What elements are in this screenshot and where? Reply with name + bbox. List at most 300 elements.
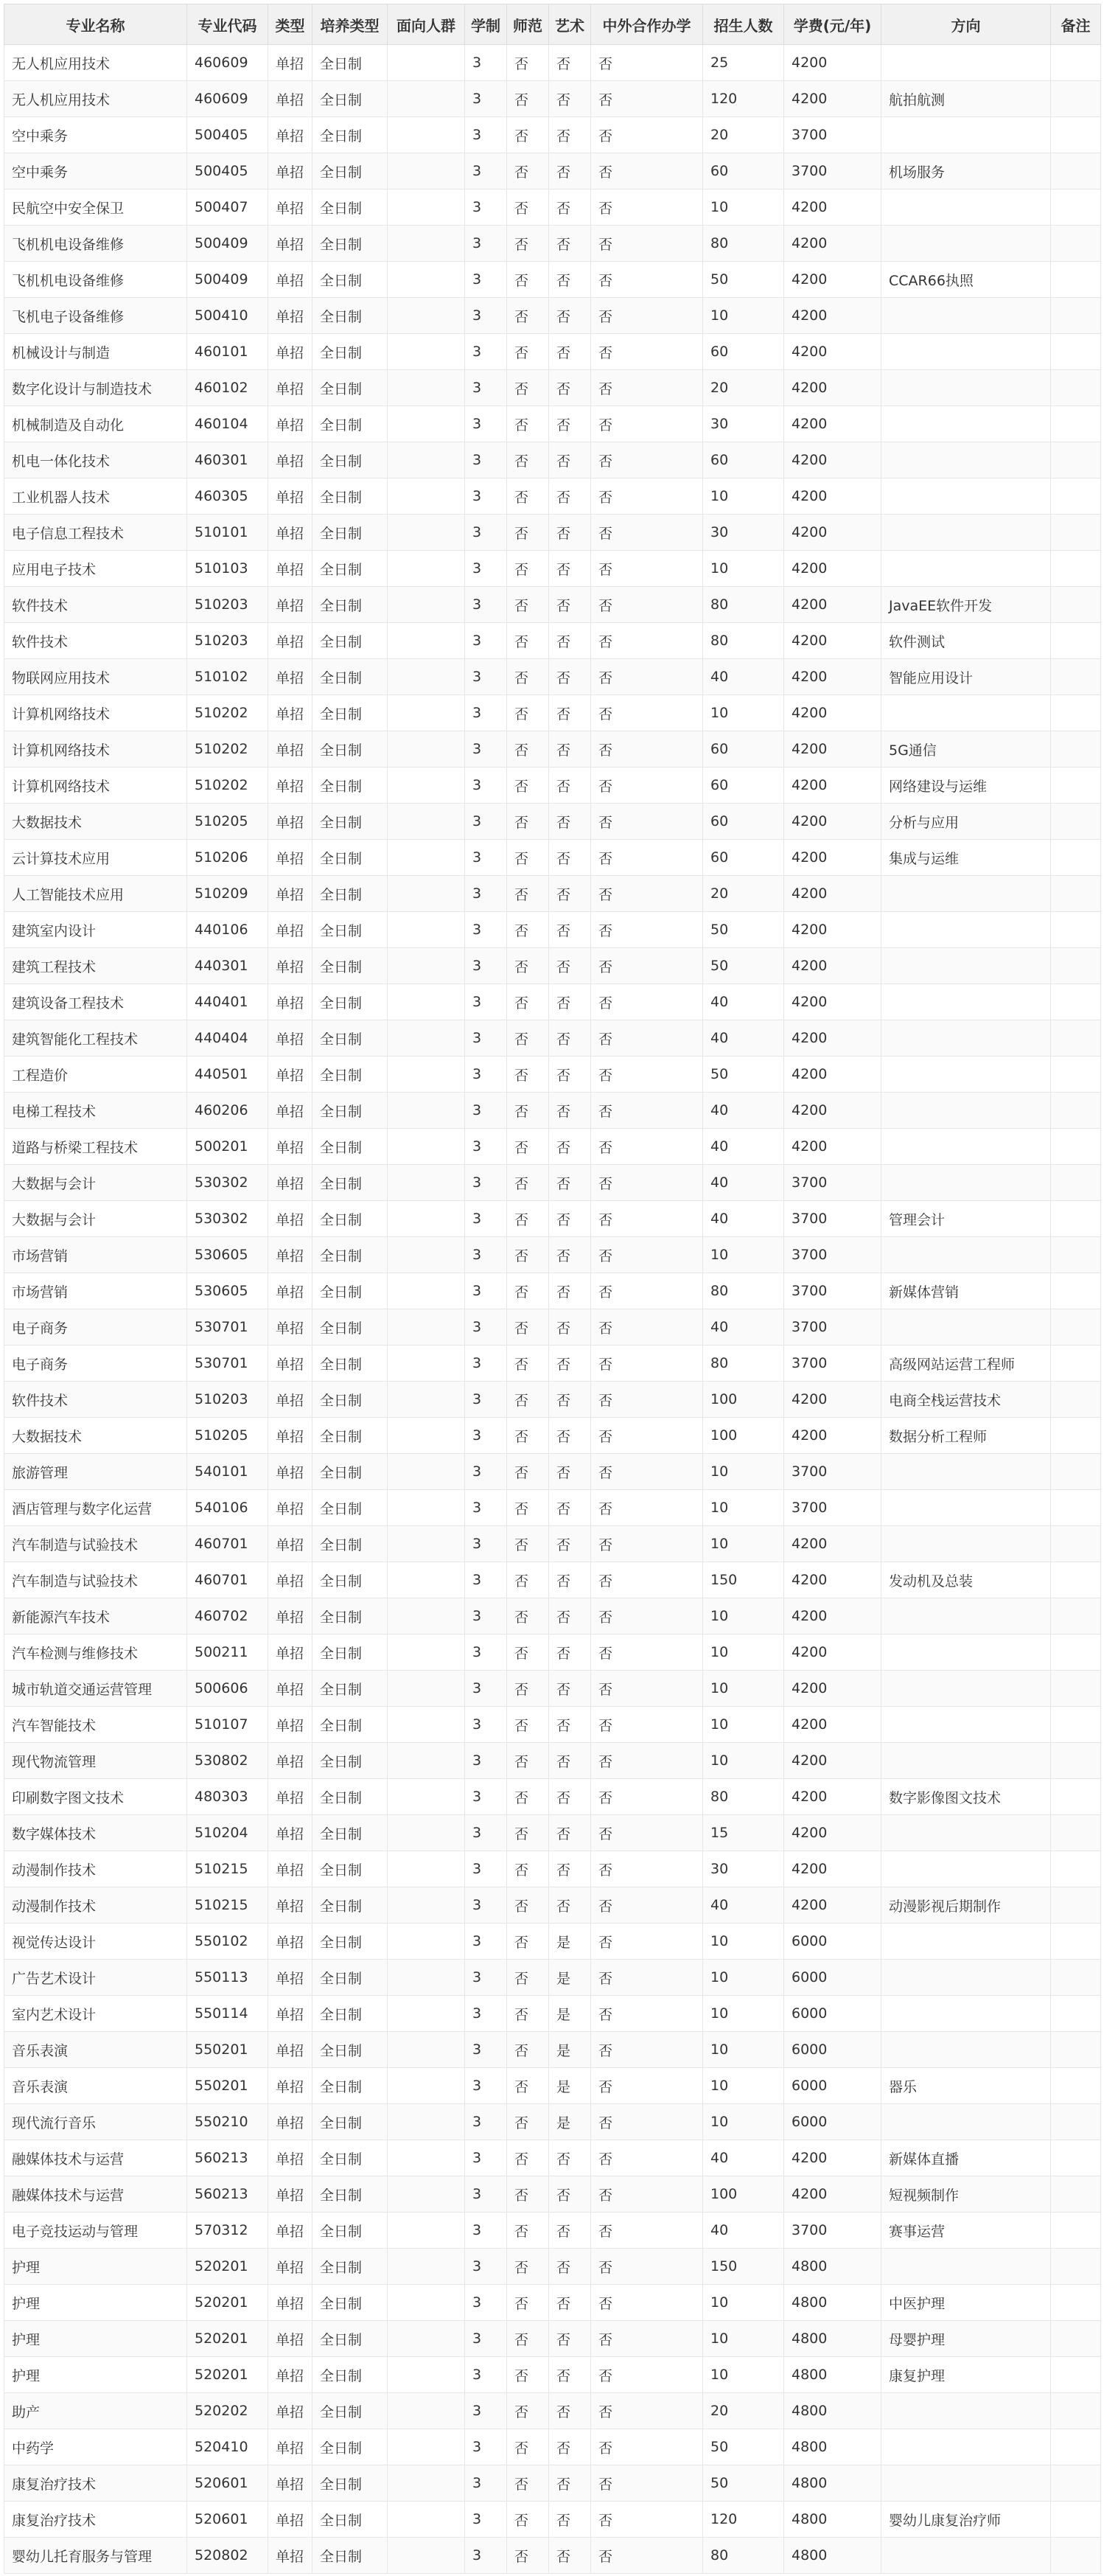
direction-cell [881,1237,1051,1273]
direction-cell [881,1996,1051,2032]
type-cell: 单招 [268,767,312,804]
direction-cell [881,695,1051,731]
major-code-cell: 440301 [187,948,268,984]
table-row [4,840,1101,876]
study-mode-cell: 全日制 [312,1887,388,1924]
column-header: 培养类型 [312,4,388,45]
remarks-cell [1051,81,1101,117]
joint-program-cell: 否 [591,1020,703,1056]
tuition-cell: 4800 [784,2465,881,2502]
table-row [4,45,1101,81]
table-row [4,2068,1101,2104]
study-mode-cell: 全日制 [312,2285,388,2321]
table-row [4,2357,1101,2393]
column-header: 学费(元/年) [784,4,881,45]
art-cell: 否 [549,1346,591,1382]
teacher-training-cell: 否 [507,1562,549,1598]
teacher-training-cell: 否 [507,804,549,840]
teacher-training-cell: 否 [507,298,549,334]
duration-cell: 3 [465,1273,507,1309]
direction-cell: 赛事运营 [881,2213,1051,2249]
teacher-training-cell: 否 [507,587,549,623]
duration-cell: 3 [465,1671,507,1707]
art-cell: 否 [549,1093,591,1129]
audience-cell [388,1707,465,1743]
study-mode-cell: 全日制 [312,2465,388,2502]
enrollment-cell: 10 [703,551,784,587]
table-row [4,2465,1101,2502]
tuition-cell: 4800 [784,2321,881,2357]
enrollment-cell: 10 [703,2068,784,2104]
major-code-cell: 460102 [187,370,268,406]
major-code-cell: 520601 [187,2502,268,2538]
enrollment-cell: 60 [703,804,784,840]
teacher-training-cell: 否 [507,117,549,153]
art-cell: 否 [549,623,591,659]
tuition-cell: 4800 [784,2538,881,2574]
tuition-cell: 4200 [784,1020,881,1056]
major-name-cell: 空中乘务 [4,117,187,153]
art-cell: 否 [549,1056,591,1093]
teacher-training-cell: 否 [507,767,549,804]
major-name-cell: 云计算技术应用 [4,840,187,876]
tuition-cell: 4200 [784,804,881,840]
table-row [4,804,1101,840]
tuition-cell: 4200 [784,1056,881,1093]
remarks-cell [1051,1707,1101,1743]
study-mode-cell: 全日制 [312,1707,388,1743]
table-row [4,948,1101,984]
type-cell: 单招 [268,1490,312,1526]
duration-cell: 3 [465,2140,507,2176]
teacher-training-cell: 否 [507,2032,549,2068]
audience-cell [388,876,465,912]
direction-cell [881,876,1051,912]
direction-cell [881,1526,1051,1562]
type-cell: 单招 [268,587,312,623]
study-mode-cell: 全日制 [312,1635,388,1671]
tuition-cell: 3700 [784,1309,881,1346]
tuition-cell: 3700 [784,2213,881,2249]
study-mode-cell: 全日制 [312,840,388,876]
art-cell: 否 [549,1165,591,1201]
table-row [4,2213,1101,2249]
study-mode-cell: 全日制 [312,153,388,189]
study-mode-cell: 全日制 [312,226,388,262]
joint-program-cell: 否 [591,1129,703,1165]
joint-program-cell: 否 [591,2429,703,2465]
art-cell: 否 [549,1635,591,1671]
major-code-cell: 440106 [187,912,268,948]
teacher-training-cell: 否 [507,984,549,1020]
enrollment-cell: 50 [703,948,784,984]
remarks-cell [1051,2502,1101,2538]
joint-program-cell: 否 [591,1454,703,1490]
type-cell: 单招 [268,45,312,81]
joint-program-cell: 否 [591,984,703,1020]
major-code-cell: 480303 [187,1779,268,1815]
audience-cell [388,153,465,189]
enrollment-cell: 40 [703,659,784,695]
tuition-cell: 4200 [784,1851,881,1887]
audience-cell [388,984,465,1020]
study-mode-cell: 全日制 [312,1093,388,1129]
major-name-cell: 计算机网络技术 [4,695,187,731]
teacher-training-cell: 否 [507,1671,549,1707]
table-row [4,1924,1101,1960]
audience-cell [388,1020,465,1056]
remarks-cell [1051,153,1101,189]
remarks-cell [1051,695,1101,731]
type-cell: 单招 [268,2249,312,2285]
teacher-training-cell: 否 [507,1454,549,1490]
tuition-cell: 4200 [784,189,881,226]
major-name-cell: 数字媒体技术 [4,1815,187,1851]
direction-cell [881,551,1051,587]
audience-cell [388,1309,465,1346]
remarks-cell [1051,334,1101,370]
tuition-cell: 4200 [784,840,881,876]
direction-cell [881,2032,1051,2068]
direction-cell [881,2393,1051,2429]
type-cell: 单招 [268,1815,312,1851]
study-mode-cell: 全日制 [312,1526,388,1562]
teacher-training-cell: 否 [507,81,549,117]
study-mode-cell: 全日制 [312,117,388,153]
enrollment-cell: 10 [703,1454,784,1490]
teacher-training-cell: 否 [507,1346,549,1382]
type-cell: 单招 [268,876,312,912]
audience-cell [388,1598,465,1635]
tuition-cell: 4200 [784,262,881,298]
enrollment-cell: 50 [703,2465,784,2502]
enrollment-cell: 10 [703,1960,784,1996]
art-cell: 否 [549,226,591,262]
duration-cell: 3 [465,153,507,189]
type-cell: 单招 [268,731,312,767]
duration-cell: 3 [465,551,507,587]
type-cell: 单招 [268,1635,312,1671]
study-mode-cell: 全日制 [312,2393,388,2429]
major-code-cell: 550102 [187,1924,268,1960]
duration-cell: 3 [465,1635,507,1671]
joint-program-cell: 否 [591,1201,703,1237]
teacher-training-cell: 否 [507,153,549,189]
teacher-training-cell: 否 [507,406,549,442]
art-cell: 否 [549,2176,591,2213]
art-cell: 否 [549,189,591,226]
duration-cell: 3 [465,478,507,515]
type-cell: 单招 [268,1093,312,1129]
remarks-cell [1051,1309,1101,1346]
audience-cell [388,767,465,804]
duration-cell: 3 [465,840,507,876]
enrollment-cell: 50 [703,1056,784,1093]
remarks-cell [1051,1418,1101,1454]
type-cell: 单招 [268,2032,312,2068]
major-name-cell: 建筑智能化工程技术 [4,1020,187,1056]
remarks-cell [1051,1273,1101,1309]
direction-cell: CCAR66执照 [881,262,1051,298]
major-code-cell: 530802 [187,1743,268,1779]
teacher-training-cell: 否 [507,2393,549,2429]
tuition-cell: 4200 [784,370,881,406]
table-row [4,1201,1101,1237]
major-code-cell: 520601 [187,2465,268,2502]
direction-cell [881,1309,1051,1346]
direction-cell [881,1020,1051,1056]
table-row [4,623,1101,659]
audience-cell [388,1526,465,1562]
major-name-cell: 助产 [4,2393,187,2429]
art-cell: 否 [549,334,591,370]
joint-program-cell: 否 [591,2213,703,2249]
major-name-cell: 计算机网络技术 [4,767,187,804]
teacher-training-cell: 否 [507,442,549,478]
tuition-cell: 4200 [784,623,881,659]
remarks-cell [1051,1454,1101,1490]
major-code-cell: 500405 [187,117,268,153]
joint-program-cell: 否 [591,2465,703,2502]
art-cell: 否 [549,2321,591,2357]
type-cell: 单招 [268,117,312,153]
type-cell: 单招 [268,984,312,1020]
duration-cell: 3 [465,1454,507,1490]
audience-cell [388,262,465,298]
table-row [4,2176,1101,2213]
major-name-cell: 动漫制作技术 [4,1887,187,1924]
audience-cell [388,1129,465,1165]
art-cell: 否 [549,117,591,153]
major-name-cell: 建筑室内设计 [4,912,187,948]
major-name-cell: 现代流行音乐 [4,2104,187,2140]
direction-cell [881,334,1051,370]
table-row [4,1129,1101,1165]
major-code-cell: 460701 [187,1526,268,1562]
joint-program-cell: 否 [591,1598,703,1635]
teacher-training-cell: 否 [507,370,549,406]
audience-cell [388,1237,465,1273]
tuition-cell: 4200 [784,45,881,81]
art-cell: 否 [549,840,591,876]
major-code-cell: 460301 [187,442,268,478]
audience-cell [388,1743,465,1779]
study-mode-cell: 全日制 [312,515,388,551]
table-row [4,262,1101,298]
major-name-cell: 电子商务 [4,1309,187,1346]
art-cell: 否 [549,2429,591,2465]
remarks-cell [1051,2429,1101,2465]
major-name-cell: 护理 [4,2357,187,2393]
major-code-cell: 520201 [187,2285,268,2321]
teacher-training-cell: 否 [507,659,549,695]
art-cell: 否 [549,659,591,695]
joint-program-cell: 否 [591,948,703,984]
teacher-training-cell: 否 [507,695,549,731]
joint-program-cell: 否 [591,406,703,442]
type-cell: 单招 [268,515,312,551]
duration-cell: 3 [465,1960,507,1996]
table-row [4,1237,1101,1273]
art-cell: 否 [549,2213,591,2249]
art-cell: 否 [549,551,591,587]
enrollment-cell: 50 [703,2429,784,2465]
enrollment-cell: 40 [703,1309,784,1346]
study-mode-cell: 全日制 [312,1743,388,1779]
audience-cell [388,334,465,370]
study-mode-cell: 全日制 [312,767,388,804]
type-cell: 单招 [268,370,312,406]
major-code-cell: 500201 [187,1129,268,1165]
table-row [4,153,1101,189]
direction-cell [881,1093,1051,1129]
major-name-cell: 中药学 [4,2429,187,2465]
duration-cell: 3 [465,1201,507,1237]
study-mode-cell: 全日制 [312,2140,388,2176]
duration-cell: 3 [465,2429,507,2465]
teacher-training-cell: 否 [507,2104,549,2140]
art-cell: 是 [549,2068,591,2104]
tuition-cell: 4200 [784,1382,881,1418]
study-mode-cell: 全日制 [312,262,388,298]
study-mode-cell: 全日制 [312,551,388,587]
remarks-cell [1051,731,1101,767]
major-code-cell: 520201 [187,2249,268,2285]
remarks-cell [1051,1382,1101,1418]
table-row [4,1815,1101,1851]
major-code-cell: 510202 [187,695,268,731]
direction-cell [881,117,1051,153]
duration-cell: 3 [465,334,507,370]
type-cell: 单招 [268,1382,312,1418]
major-code-cell: 570312 [187,2213,268,2249]
enrollment-cell: 10 [703,2285,784,2321]
major-name-cell: 酒店管理与数字化运营 [4,1490,187,1526]
duration-cell: 3 [465,1526,507,1562]
type-cell: 单招 [268,551,312,587]
duration-cell: 3 [465,2465,507,2502]
enrollment-cell: 80 [703,623,784,659]
teacher-training-cell: 否 [507,2249,549,2285]
study-mode-cell: 全日制 [312,1815,388,1851]
remarks-cell [1051,1743,1101,1779]
joint-program-cell: 否 [591,767,703,804]
duration-cell: 3 [465,515,507,551]
major-code-cell: 510202 [187,767,268,804]
direction-cell: 发动机及总装 [881,1562,1051,1598]
study-mode-cell: 全日制 [312,2104,388,2140]
direction-cell: 婴幼儿康复治疗师 [881,2502,1051,2538]
audience-cell [388,551,465,587]
type-cell: 单招 [268,1165,312,1201]
teacher-training-cell: 否 [507,1165,549,1201]
table-row [4,1165,1101,1201]
major-name-cell: 飞机机电设备维修 [4,262,187,298]
table-row [4,2538,1101,2574]
major-code-cell: 530701 [187,1346,268,1382]
teacher-training-cell: 否 [507,623,549,659]
direction-cell [881,370,1051,406]
tuition-cell: 4200 [784,1598,881,1635]
major-code-cell: 510203 [187,623,268,659]
tuition-cell: 3700 [784,1454,881,1490]
teacher-training-cell: 否 [507,2321,549,2357]
direction-cell [881,1490,1051,1526]
art-cell: 是 [549,2104,591,2140]
study-mode-cell: 全日制 [312,334,388,370]
admissions-table [4,4,1101,2574]
study-mode-cell: 全日制 [312,2176,388,2213]
joint-program-cell: 否 [591,1996,703,2032]
major-code-cell: 510209 [187,876,268,912]
duration-cell: 3 [465,370,507,406]
joint-program-cell: 否 [591,731,703,767]
duration-cell: 3 [465,876,507,912]
audience-cell [388,2538,465,2574]
joint-program-cell: 否 [591,153,703,189]
column-header: 面向人群 [388,4,465,45]
table-header [4,4,1101,45]
major-name-cell: 动漫制作技术 [4,1851,187,1887]
tuition-cell: 4800 [784,2357,881,2393]
remarks-cell [1051,1490,1101,1526]
major-name-cell: 软件技术 [4,623,187,659]
type-cell: 单招 [268,298,312,334]
remarks-cell [1051,912,1101,948]
duration-cell: 3 [465,1887,507,1924]
art-cell: 否 [549,1851,591,1887]
duration-cell: 3 [465,406,507,442]
remarks-cell [1051,262,1101,298]
study-mode-cell: 全日制 [312,81,388,117]
study-mode-cell: 全日制 [312,1779,388,1815]
remarks-cell [1051,767,1101,804]
joint-program-cell: 否 [591,2249,703,2285]
joint-program-cell: 否 [591,876,703,912]
joint-program-cell: 否 [591,2538,703,2574]
audience-cell [388,2357,465,2393]
teacher-training-cell: 否 [507,1490,549,1526]
table-row [4,189,1101,226]
duration-cell: 3 [465,262,507,298]
major-code-cell: 560213 [187,2176,268,2213]
direction-cell [881,2249,1051,2285]
remarks-cell [1051,2176,1101,2213]
duration-cell: 3 [465,1851,507,1887]
study-mode-cell: 全日制 [312,1851,388,1887]
table-row [4,2502,1101,2538]
table-row [4,1598,1101,1635]
major-code-cell: 510202 [187,731,268,767]
audience-cell [388,659,465,695]
type-cell: 单招 [268,2321,312,2357]
major-code-cell: 500211 [187,1635,268,1671]
direction-cell [881,515,1051,551]
teacher-training-cell: 否 [507,1309,549,1346]
enrollment-cell: 10 [703,2032,784,2068]
table-row [4,1960,1101,1996]
joint-program-cell: 否 [591,1707,703,1743]
remarks-cell [1051,2357,1101,2393]
major-code-cell: 440404 [187,1020,268,1056]
enrollment-cell: 100 [703,1382,784,1418]
enrollment-cell: 30 [703,406,784,442]
major-name-cell: 室内艺术设计 [4,1996,187,2032]
teacher-training-cell: 否 [507,1851,549,1887]
type-cell: 单招 [268,2176,312,2213]
tuition-cell: 4200 [784,226,881,262]
study-mode-cell: 全日制 [312,478,388,515]
